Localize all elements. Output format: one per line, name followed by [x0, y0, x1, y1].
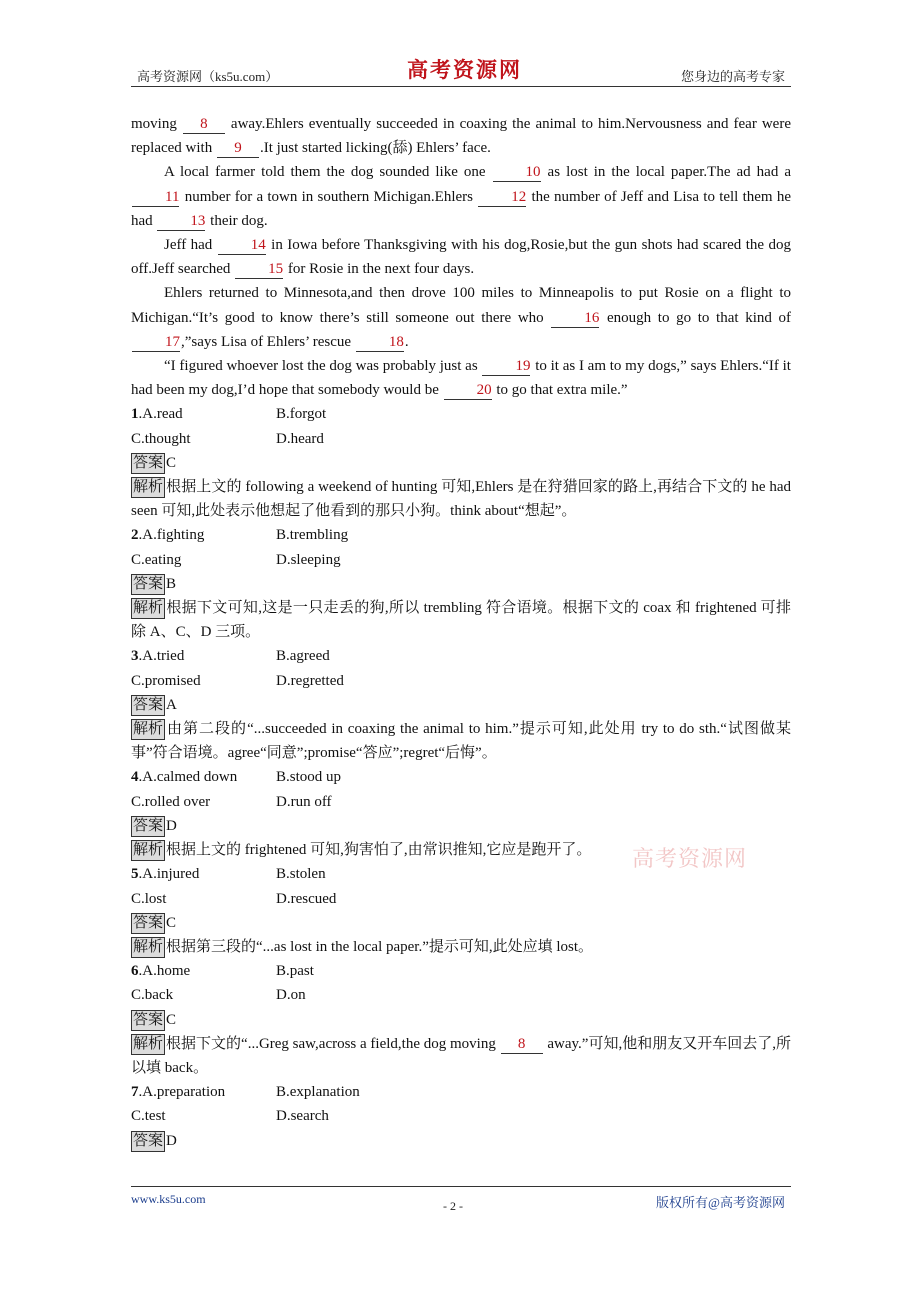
question-5-options-cd: C.lost D.rescued — [131, 890, 337, 907]
blank-17: 17 — [132, 334, 180, 352]
blank-12: 12 — [478, 189, 526, 207]
explanation-label: 解析 — [131, 1034, 165, 1055]
question-1-answer: 答案 C — [131, 451, 791, 475]
question-7-options-cd: C.test D.search — [131, 1108, 329, 1125]
explanation-label: 解析 — [131, 598, 165, 619]
blank-14: 14 — [218, 237, 266, 255]
document-body — [131, 112, 791, 1153]
blank-20: 20 — [444, 382, 492, 400]
blank-19: 19 — [482, 358, 530, 376]
question-5-answer: 答案 C — [131, 911, 791, 935]
question-2-answer: 答案 B — [131, 572, 791, 596]
question-3-explanation: 解析 由第二段的“...succeeded in coaxing the animal to him.”提示可知,此处用 try to do sth.“试图做某事”符合语境。agree“同意”;promise“答应”;regret“后悔”。 — [131, 721, 791, 762]
passage-paragraph-2: A local farmer told them the dog sounded like one 10 as lost in the local paper.The ad had a 11 number for a town in southern Michigan.Ehlers 12 the number of Jeff and Lisa to tell them he had 13 their dog. — [131, 164, 791, 229]
blank-9: 9 — [217, 140, 259, 158]
answer-label: 答案 — [131, 913, 165, 934]
answer-label: 答案 — [131, 816, 165, 837]
header-logo: 高考资源网 — [407, 57, 522, 82]
passage-paragraph-4: Ehlers returned to Minnesota,and then drove 100 miles to Minneapolis to put Rosie on a flight to Michigan.“It’s good to know there’s still someone out there who 16 enough to go to that kind of 17,”says Lisa of Ehlers’ rescue 18. — [131, 285, 791, 350]
answer-label: 答案 — [131, 1010, 165, 1031]
question-3-options-cd: C.promised D.regretted — [131, 672, 344, 689]
answer-label: 答案 — [131, 1131, 165, 1152]
header-site-name: 高考资源网（ks5u.com） — [137, 69, 279, 84]
explanation-label: 解析 — [131, 719, 165, 740]
blank-13: 13 — [157, 213, 205, 231]
question-2-options-ab: 2.A.fighting B.trembling — [131, 527, 349, 544]
blank-8: 8 — [183, 116, 225, 134]
header-slogan: 您身边的高考专家 — [680, 69, 785, 84]
question-6-options-ab: 6.A.home B.past — [131, 963, 314, 980]
question-6-explanation: 解析 根据下文的“...Greg saw,across a field,the dog moving 8 away.”可知,他和朋友又开车回去了,所以填 back。 — [131, 1035, 791, 1076]
answer-label: 答案 — [131, 574, 165, 595]
answer-label: 答案 — [131, 695, 165, 716]
footer-copyright: 版权所有@高考资源网 — [656, 1195, 785, 1210]
explanation-label: 解析 — [131, 477, 165, 498]
passage-paragraph-1: moving 8 away.Ehlers eventually succeeded in coaxing the animal to him.Nervousness and fear were replaced with 9 .It just started licking(舔) Ehlers’ face. — [131, 116, 791, 157]
answer-label: 答案 — [131, 453, 165, 474]
question-5-options-ab: 5.A.injured B.stolen — [131, 866, 326, 883]
question-3-answer: 答案 A — [131, 693, 791, 717]
blank-10: 10 — [493, 164, 541, 182]
blank-15: 15 — [235, 261, 283, 279]
passage-paragraph-5: “I figured whoever lost the dog was probably just as 19 to it as I am to my dogs,” says Ehlers.“If it had been my dog,I’d hope that somebody would be 20 to go that extra mile.” — [131, 358, 791, 399]
blank-18: 18 — [356, 334, 404, 352]
question-1-options-cd: C.thought D.heard — [131, 430, 324, 447]
question-4-options-cd: C.rolled over D.run off — [131, 793, 332, 810]
footer-url[interactable]: www.ks5u.com — [131, 1192, 206, 1206]
blank-11: 11 — [132, 189, 179, 207]
page-number: - 2 - — [443, 1199, 463, 1213]
explanation-label: 解析 — [131, 937, 165, 958]
page-header — [131, 54, 791, 87]
blank-16: 16 — [551, 310, 599, 328]
question-1-explanation: 解析 根据上文的 following a weekend of hunting 可知,Ehlers 是在狩猎回家的路上,再结合下文的 he had seen 可知,此处表示他想起了他看到的那只小狗。think about“想起”。 — [131, 479, 791, 520]
question-4-explanation: 解析 根据上文的 frightened 可知,狗害怕了,由常识推知,它应是跑开了。 — [131, 838, 791, 862]
question-6-options-cd: C.back D.on — [131, 987, 306, 1004]
blank-8-reference: 8 — [501, 1036, 543, 1054]
question-4-options-ab: 4.A.calmed down B.stood up — [131, 769, 342, 786]
question-5-explanation: 解析 根据第三段的“...as lost in the local paper.”提示可知,此处应填 lost。 — [131, 935, 791, 959]
question-7-options-ab: 7.A.preparation B.explanation — [131, 1084, 360, 1101]
question-2-options-cd: C.eating D.sleeping — [131, 551, 341, 568]
question-7-answer: 答案 D — [131, 1129, 791, 1153]
question-4-answer: 答案 D — [131, 814, 791, 838]
page-footer — [131, 1186, 791, 1213]
passage-paragraph-3: Jeff had 14 in Iowa before Thanksgiving with his dog,Rosie,but the gun shots had scared the dog off.Jeff searched 15 for Rosie in the next four days. — [131, 237, 791, 278]
question-1-options-ab: 1.A.read B.forgot — [131, 406, 327, 423]
question-3-options-ab: 3.A.tried B.agreed — [131, 648, 330, 665]
watermark: 高考资源网 — [632, 847, 748, 872]
question-2-explanation: 解析 根据下文可知,这是一只走丢的狗,所以 trembling 符合语境。根据下文的 coax 和 frightened 可排除 A、C、D 三项。 — [131, 600, 791, 641]
question-6-answer: 答案 C — [131, 1008, 791, 1032]
explanation-label: 解析 — [131, 840, 165, 861]
